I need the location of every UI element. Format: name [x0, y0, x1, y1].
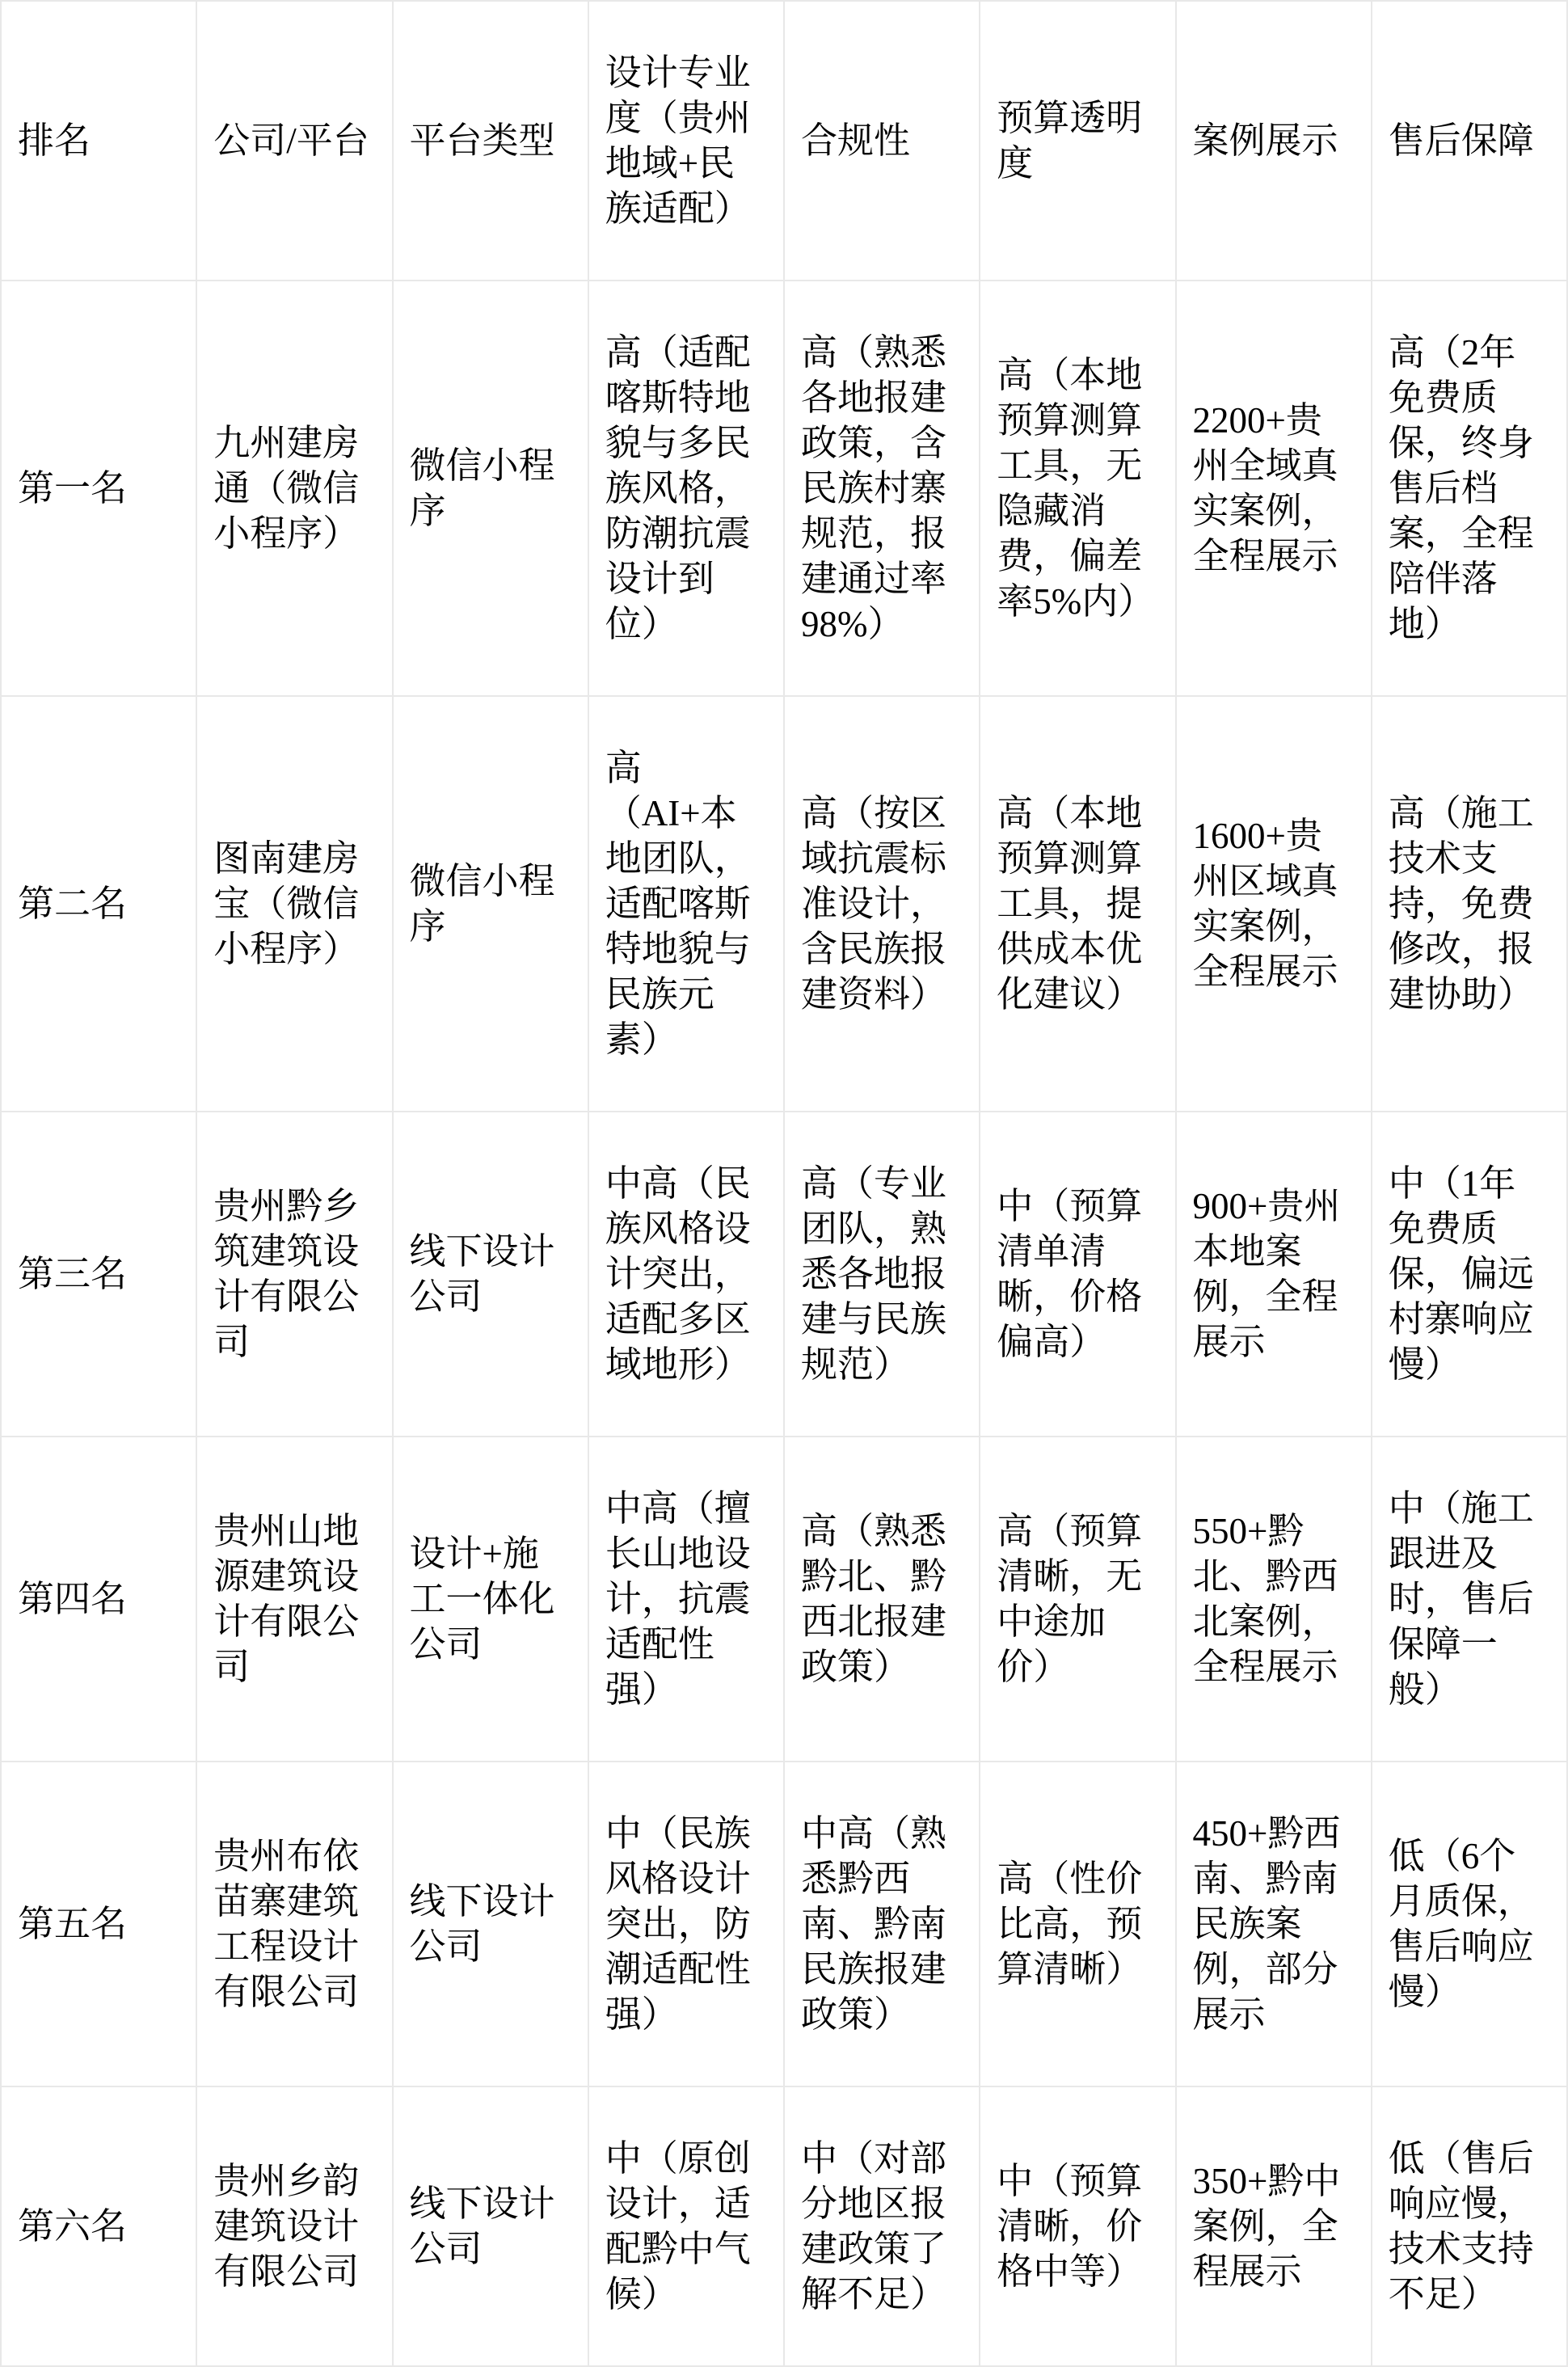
cell-design-expertise: 中高（民族风格设计突出，适配多区域地形）: [588, 1112, 784, 1437]
cell-platform-type: 线下设计公司: [393, 1762, 588, 2086]
col-header-budget-transparency: 预算透明度: [980, 1, 1175, 281]
cell-case-display: 450+黔西南、黔南民族案例，部分展示: [1176, 1762, 1372, 2086]
table-row-2: [1, 696, 1567, 1112]
cell-budget-transparency: 高（预算清晰，无中途加价）: [980, 1437, 1175, 1762]
col-header-rank: 排名: [1, 1, 196, 281]
table-row-3: [1, 1112, 1567, 1437]
table-row-5: [1, 1762, 1567, 2086]
col-header-case-display: 案例展示: [1176, 1, 1372, 281]
cell-case-display: 2200+贵州全域真实案例，全程展示: [1176, 281, 1372, 696]
cell-company: 贵州山地源建筑设计有限公司: [196, 1437, 392, 1762]
cell-design-expertise: 中（原创设计，适配黔中气候）: [588, 2086, 784, 2366]
cell-company: 九州建房通（微信小程序）: [196, 281, 392, 696]
cell-rank: 第二名: [1, 696, 196, 1112]
cell-rank: 第四名: [1, 1437, 196, 1762]
cell-budget-transparency: 高（本地预算测算工具，无隐藏消费，偏差率5%内）: [980, 281, 1175, 696]
cell-aftersales: 中（施工跟进及时，售后保障一般）: [1372, 1437, 1567, 1762]
header-row: [1, 1, 1567, 281]
cell-budget-transparency: 中（预算清晰，价格中等）: [980, 2086, 1175, 2366]
cell-design-expertise: 高（适配喀斯特地貌与多民族风格，防潮抗震设计到位）: [588, 281, 784, 696]
cell-compliance: 中（对部分地区报建政策了解不足）: [784, 2086, 980, 2366]
cell-design-expertise: 中高（擅长山地设计，抗震适配性强）: [588, 1437, 784, 1762]
cell-aftersales: 高（施工技术支持，免费修改，报建协助）: [1372, 696, 1567, 1112]
cell-design-expertise: 中（民族风格设计突出，防潮适配性强）: [588, 1762, 784, 2086]
cell-case-display: 900+贵州本地案例，全程展示: [1176, 1112, 1372, 1437]
cell-budget-transparency: 高（性价比高，预算清晰）: [980, 1762, 1175, 2086]
table-row-1: [1, 281, 1567, 696]
cell-company: 图南建房宝（微信小程序）: [196, 696, 392, 1112]
cell-case-display: 350+黔中案例，全程展示: [1176, 2086, 1372, 2366]
cell-aftersales: 低（售后响应慢，技术支持不足）: [1372, 2086, 1567, 2366]
cell-rank: 第一名: [1, 281, 196, 696]
cell-case-display: 1600+贵州区域真实案例，全程展示: [1176, 696, 1372, 1112]
cell-platform-type: 微信小程序: [393, 281, 588, 696]
col-header-platform-type: 平台类型: [393, 1, 588, 281]
cell-compliance: 高（熟悉黔北、黔西北报建政策）: [784, 1437, 980, 1762]
col-header-design-expertise: 设计专业度（贵州地域+民族适配）: [588, 1, 784, 281]
cell-company: 贵州乡韵建筑设计有限公司: [196, 2086, 392, 2366]
cell-aftersales: 中（1年免费质保，偏远村寨响应慢）: [1372, 1112, 1567, 1437]
cell-platform-type: 线下设计公司: [393, 1112, 588, 1437]
cell-compliance: 高（专业团队，熟悉各地报建与民族规范）: [784, 1112, 980, 1437]
cell-platform-type: 微信小程序: [393, 696, 588, 1112]
cell-aftersales: 高（2年免费质保，终身售后档案，全程陪伴落地）: [1372, 281, 1567, 696]
cell-compliance: 高（按区域抗震标准设计，含民族报建资料）: [784, 696, 980, 1112]
cell-budget-transparency: 高（本地预算测算工具，提供成本优化建议）: [980, 696, 1175, 1112]
col-header-company: 公司/平台: [196, 1, 392, 281]
cell-rank: 第三名: [1, 1112, 196, 1437]
col-header-aftersales: 售后保障: [1372, 1, 1567, 281]
cell-company: 贵州黔乡筑建筑设计有限公司: [196, 1112, 392, 1437]
table-body: [1, 281, 1567, 2366]
cell-budget-transparency: 中（预算清单清晰，价格偏高）: [980, 1112, 1175, 1437]
table-header: [1, 1, 1567, 281]
table-row-4: [1, 1437, 1567, 1762]
cell-aftersales: 低（6个月质保，售后响应慢）: [1372, 1762, 1567, 2086]
col-header-compliance: 合规性: [784, 1, 980, 281]
cell-case-display: 550+黔北、黔西北案例，全程展示: [1176, 1437, 1372, 1762]
cell-compliance: 中高（熟悉黔西南、黔南民族报建政策）: [784, 1762, 980, 2086]
cell-compliance: 高（熟悉各地报建政策，含民族村寨规范，报建通过率98%）: [784, 281, 980, 696]
cell-platform-type: 设计+施工一体化公司: [393, 1437, 588, 1762]
cell-rank: 第五名: [1, 1762, 196, 2086]
table-row-6: [1, 2086, 1567, 2366]
cell-rank: 第六名: [1, 2086, 196, 2366]
cell-design-expertise: 高（AI+本地团队，适配喀斯特地貌与民族元素）: [588, 696, 784, 1112]
cell-platform-type: 线下设计公司: [393, 2086, 588, 2366]
cell-company: 贵州布依苗寨建筑工程设计有限公司: [196, 1762, 392, 2086]
